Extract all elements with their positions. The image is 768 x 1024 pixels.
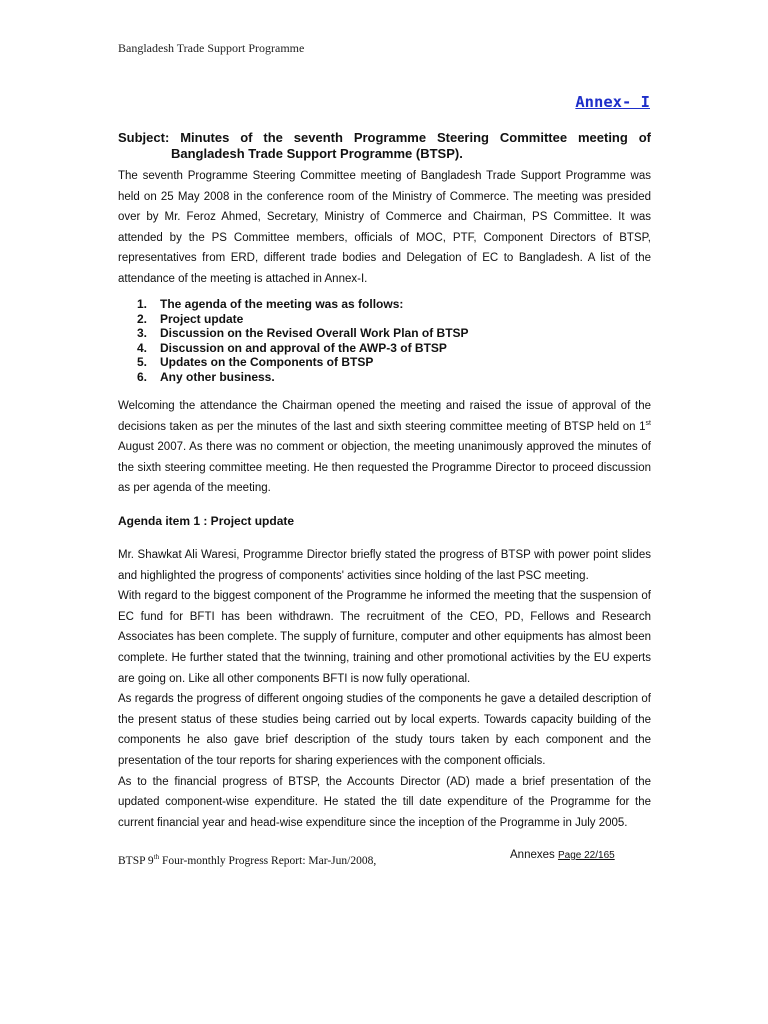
- footer-page-number: Annexes Page 22/165: [510, 849, 615, 861]
- subject-line-1: Subject: Minutes of the seventh Programme Steering Committee meeting of: [118, 130, 651, 145]
- intro-paragraph: The seventh Programme Steering Committee meeting of Bangladesh Trade Support Programme was held on 25 May 2008 in the conference room of the Ministry of Commerce. The meeting was presided over by Mr. Feroz Ahmed, Secretary, Ministry of Commerce and Chairman, PS Committee. It was attended by the PS Committee members, officials of MOC, PTF, Component Directors of BTSP, representatives from ERD, different trade bodies and Delegation of EC to Bangladesh. A list of the attendance of the meeting is attached in Annex-I.: [118, 170, 651, 285]
- agenda-list-item: 4. Discussion on and approval of the AWP-3 of BTSP: [137, 340, 447, 355]
- subject-heading: [118, 130, 651, 162]
- body-paragraph: With regard to the biggest component of the Programme he informed the meeting that the suspension of EC fund for BFTI has been withdrawn. The recruitment of the CEO, PD, Fellows and Research Associates has been complete. The supply of furniture, computer and other equipments has almost been complete. He further stated that the twinning, training and other promotional activities by the EU experts are going on. Like all other components BFTI is now fully operational.: [118, 590, 651, 685]
- subject-line-2: Bangladesh Trade Support Programme (BTSP).: [171, 146, 463, 161]
- body-paragraph: Mr. Shawkat Ali Waresi, Programme Director briefly stated the progress of BTSP with power point slides and highlighted the progress of components' activities since holding of the last PSC meeting.: [118, 549, 651, 582]
- running-header: Bangladesh Trade Support Programme: [118, 41, 305, 55]
- annex-label: Annex- I: [575, 93, 650, 111]
- body-paragraph: As regards the progress of different ongoing studies of the components he gave a detailed description of the present status of these studies being carried out by local experts. Towards capacity building of the components he also gave brief description of the study tours taken by each component and the presentation of the tour reports for sharing experiences with the component officials.: [118, 693, 651, 767]
- welcome-paragraph: Welcoming the attendance the Chairman opened the meeting and raised the issue of approval of the decisions taken as per the minutes of the last and sixth steering committee meeting of BTSP held on 1st August 2007. As there was no comment or objection, the meeting unanimously approved the minutes of the sixth steering committee meeting. He then requested the Programme Director to proceed discussion as per agenda of the meeting.: [118, 400, 651, 495]
- body-paragraph: As to the financial progress of BTSP, the Accounts Director (AD) made a brief presentation of the updated component-wise expenditure. He stated the till date expenditure of the Programme for the current financial year and head-wise expenditure since the inception of the Programme in July 2005.: [118, 775, 651, 829]
- agenda-list-item: 2. Project update: [137, 311, 244, 326]
- agenda-list-item: 1. The agenda of the meeting was as follows:: [137, 297, 404, 311]
- agenda-item-1-body: [118, 545, 651, 833]
- agenda-list-item: 5. Updates on the Components of BTSP: [137, 355, 374, 370]
- footer-report-title: BTSP 9th Four-monthly Progress Report: Mar-Jun/2008,: [118, 853, 377, 867]
- agenda-list-item: 3. Discussion on the Revised Overall Work Plan of BTSP: [137, 326, 469, 341]
- agenda-list: [137, 297, 469, 385]
- agenda-item-1-heading: Agenda item 1 : Project update: [118, 514, 295, 528]
- agenda-list-item: 6. Any other business.: [137, 369, 275, 384]
